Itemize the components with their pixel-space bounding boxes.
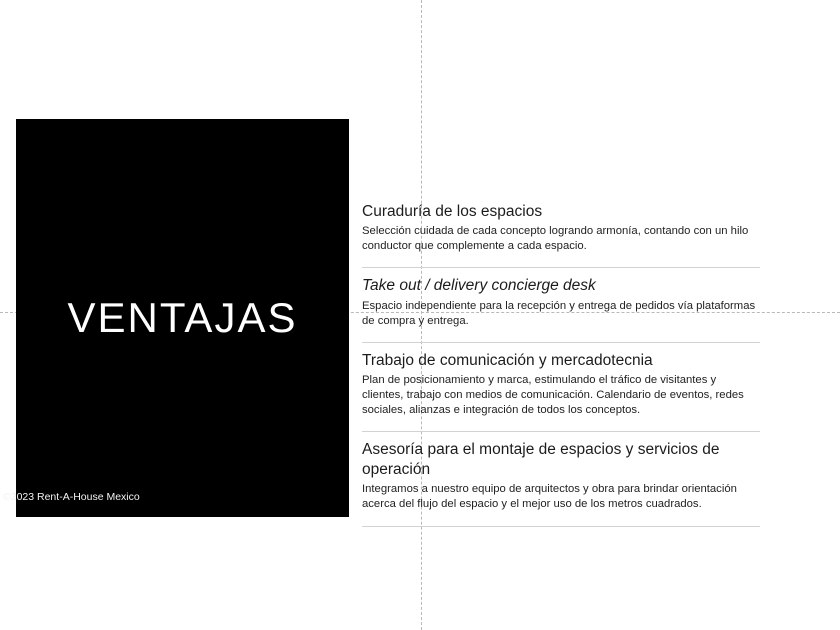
advantage-description: Espacio independiente para la recepción y entrega de pedidos vía plataformas de compra y entrega. [362,299,756,327]
advantage-description: Selección cuidada de cada concepto logrando armonía, contando con un hilo conductor que complemente a cada espacio. [362,225,749,253]
list-bottom-divider [362,526,760,527]
advantage-description: Integramos a nuestro equipo de arquitectos y obra para brindar orientación acerca del flujo del espacio y el mejor uso de los metros cuadrados. [362,482,737,510]
list-item [362,342,760,426]
list-item [362,202,760,262]
advantage-title: Trabajo de comunicación y mercadotecnia [362,351,653,369]
page-title: VENTAJAS [67,294,298,341]
list-item [362,267,760,336]
advantage-title: Asesoría para el montaje de espacios y servicios de operación [362,441,720,478]
advantages-list [362,202,760,527]
advantage-description: Plan de posicionamiento y marca, estimulando el tráfico de visitantes y clientes, trabajo con medios de comunicación. Calendario de eventos, redes sociales, alianzas e integración de todos los conceptos. [362,374,744,417]
advantage-title: Curaduría de los espacios [362,203,543,220]
advantage-title: Take out / delivery concierge desk [362,277,596,295]
watermark: ©2023 Rent-A-House Mexico [3,491,140,503]
list-item [362,431,760,520]
title-panel [16,119,349,517]
